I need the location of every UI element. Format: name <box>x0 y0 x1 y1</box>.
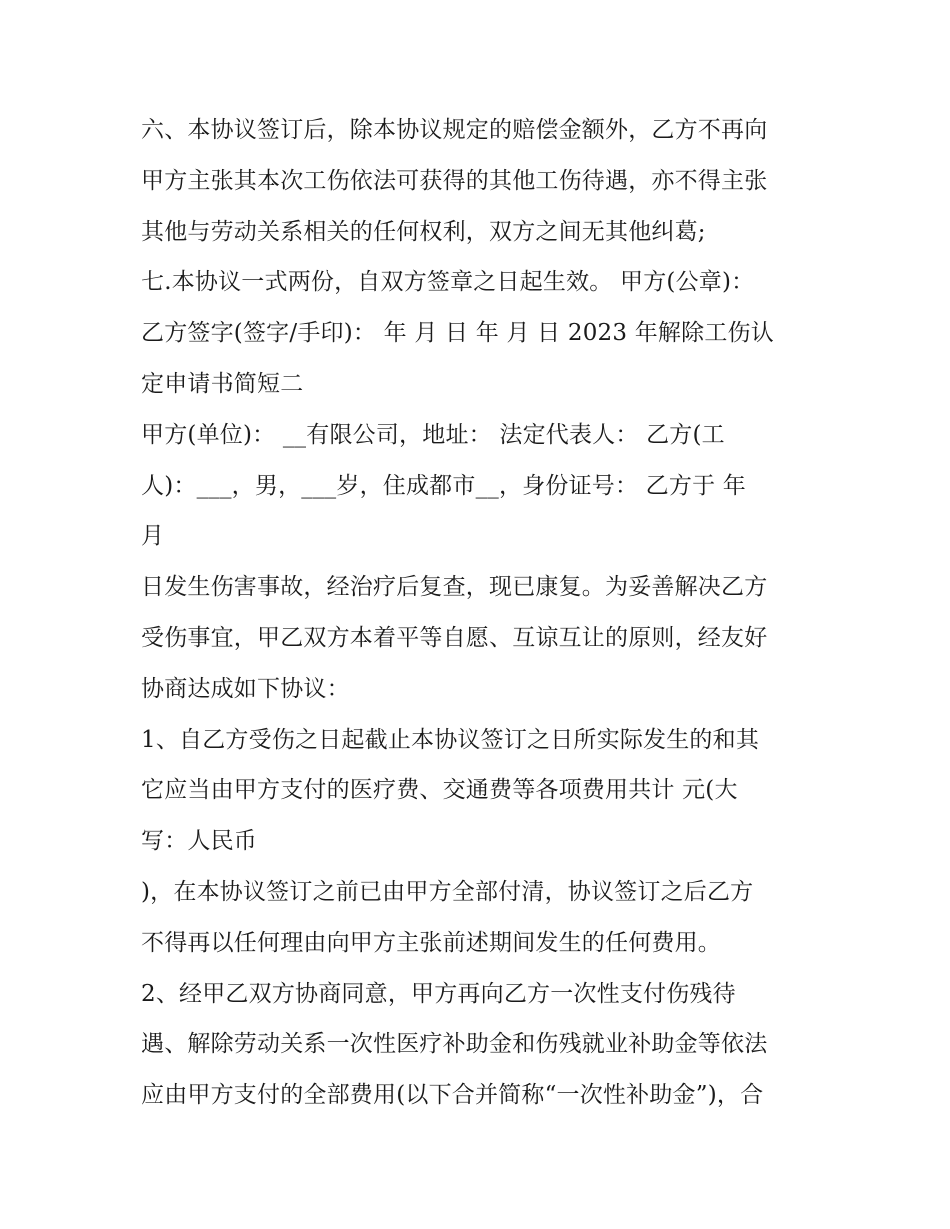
text-line: 应由甲方支付的全部费用(以下合并简称“一次性补助金”)，合 <box>141 1082 764 1109</box>
text-line: 七.本协议一式两份，自双方签章之日起生效。 甲方(公章)： <box>141 269 755 296</box>
text-line: 1、自乙方受伤之日起截止本协议签订之日所实际发生的和其 <box>141 726 760 753</box>
text-line: 六、本协议签订后，除本协议规定的赔偿金额外，乙方不再向 <box>141 117 768 143</box>
document-body <box>141 105 821 1121</box>
text-line: 2、经甲乙双方协商同意，甲方再向乙方一次性支付伤残待 <box>141 980 736 1007</box>
text-line: 月 <box>141 523 165 550</box>
text-line: 甲方(单位)： __有限公司，地址： 法定代表人： 乙方(工 <box>141 421 725 448</box>
text-line: 受伤事宜，甲乙双方本着平等自愿、互谅互让的原则，经友好 <box>141 624 768 651</box>
text-line: 日发生伤害事故，经治疗后复查，现已康复。为妥善解决乙方 <box>141 574 768 601</box>
text-line: 甲方主张其本次工伤依法可获得的其他工伤待遇，亦不得主张 <box>141 167 768 194</box>
text-line: 它应当由甲方支付的医疗费、交通费等各项费用共计 元(大 <box>141 777 738 804</box>
text-line: 定申请书简短二 <box>141 370 304 397</box>
text-line: 遇、解除劳动关系一次性医疗补助金和伤残就业补助金等依法 <box>141 1031 768 1058</box>
text-line: 协商达成如下协议： <box>141 675 350 702</box>
text-line: 写：人民币 <box>141 828 257 855</box>
text-line: 人)：___，男，___岁，住成都市__，身份证号： 乙方于 年 <box>141 472 746 499</box>
text-line: 其他与劳动关系相关的任何权利，双方之间无其他纠葛; <box>141 218 706 245</box>
text-line: 乙方签字(签字/手印)： 年 月 日 年 月 日 2023 年解除工伤认 <box>141 320 774 347</box>
text-line: )，在本协议签订之前已由甲方全部付清，协议签订之后乙方 <box>141 878 754 905</box>
text-line: 不得再以任何理由向甲方主张前述期间发生的任何费用。 <box>141 929 721 956</box>
